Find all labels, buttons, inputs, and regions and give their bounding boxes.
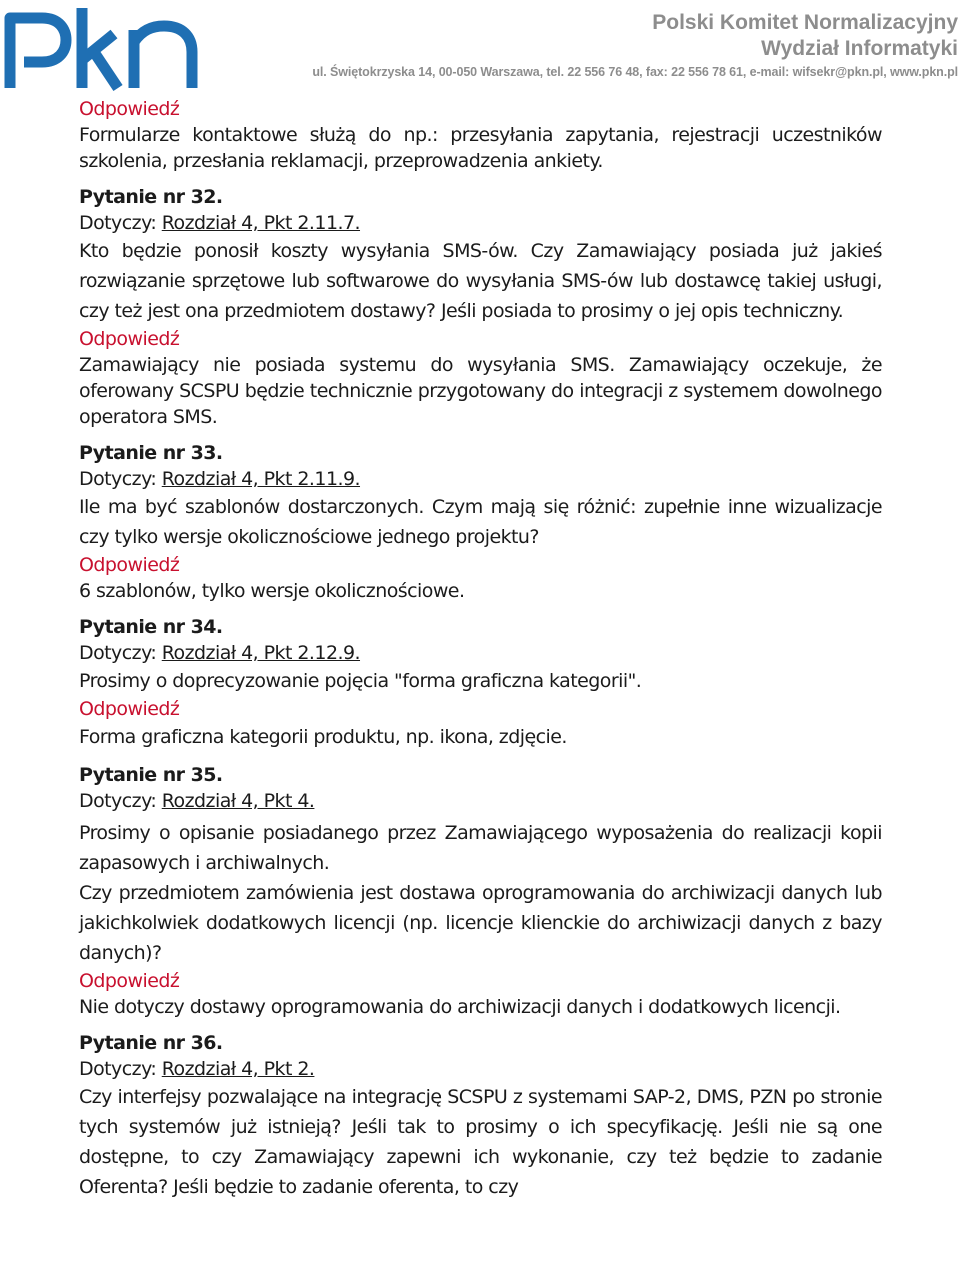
answer-label: Odpowiedź xyxy=(79,328,180,350)
reference-prefix: Dotyczy: xyxy=(79,790,162,812)
question-title: Pytanie nr 36. xyxy=(79,1032,223,1054)
reference-link: Rozdział 4, Pkt 2. xyxy=(161,1058,315,1080)
reference-link: Rozdział 4, Pkt 2.11.7. xyxy=(161,212,361,234)
answer-label: Odpowiedź xyxy=(79,698,180,720)
question-title: Pytanie nr 32. xyxy=(79,186,223,208)
reference-link: Rozdział 4, Pkt 2.11.9. xyxy=(161,468,361,490)
reference-link: Rozdział 4, Pkt 4. xyxy=(161,790,315,812)
organization-info xyxy=(312,10,958,82)
question-title: Pytanie nr 34. xyxy=(79,616,223,638)
contact-line: ul. Świętokrzyska 14, 00-050 Warszawa, tel. 22 556 76 48, fax: 22 556 78 61, e-mail: wifsekr@pkn.pl, www.pkn.pl xyxy=(312,65,958,79)
answer-label: Odpowiedź xyxy=(79,970,180,992)
reference-prefix: Dotyczy: xyxy=(79,1058,162,1080)
question-text: Czy interfejsy pozwalające na integrację SCSPU z systemami SAP-2, DMS, PZN po stronie tych systemów już istnieją? Jeśli tak to prosimy o ich specyfikację. Jeśli nie są one dostępne, to czy Zamawiający zapewni ich wykonanie, czy też będzie to zadanie Oferenta? Jeśli będzie to zadanie oferenta, to czy xyxy=(79,1086,882,1198)
letterhead xyxy=(0,0,960,92)
question-reference xyxy=(79,640,882,666)
question-title: Pytanie nr 33. xyxy=(79,442,223,464)
answer-text: Formularze kontaktowe służą do np.: przesyłania zapytania, rejestracji uczestników szkolenia, przesłania reklamacji, przeprowadzenia ankiety. xyxy=(79,124,882,172)
reference-prefix: Dotyczy: xyxy=(79,642,162,664)
answer-label: Odpowiedź xyxy=(79,554,180,576)
reference-prefix: Dotyczy: xyxy=(79,468,162,490)
reference-prefix: Dotyczy: xyxy=(79,212,162,234)
answer-text: Forma graficzna kategorii produktu, np. ikona, zdjęcie. xyxy=(79,726,567,748)
answer-text: Nie dotyczy dostawy oprogramowania do archiwizacji danych i dodatkowych licencji. xyxy=(79,996,841,1018)
question-reference xyxy=(79,1056,882,1082)
reference-link: Rozdział 4, Pkt 2.12.9. xyxy=(161,642,361,664)
question-text: Kto będzie ponosił koszty wysyłania SMS-ów. Czy Zamawiający posiada już jakieś rozwiązanie sprzętowe lub softwarowe do wysyłania SMS-ów lub dostawcę takiej usługi, czy też jest ona przedmiotem dostawy? Jeśli posiada to prosimy o jej opis techniczny. xyxy=(79,240,882,322)
answer-text: Zamawiający nie posiada systemu do wysyłania SMS. Zamawiający oczekuje, że oferowany SCSPU będzie technicznie przygotowany do integracji z systemem dowolnego operatora SMS. xyxy=(79,354,882,428)
question-text: Prosimy o doprecyzowanie pojęcia "forma graficzna kategorii". xyxy=(79,670,642,692)
document-body xyxy=(79,96,882,1202)
department-name: Wydział Informatyki xyxy=(761,37,958,60)
question-text: Ile ma być szablonów dostarczonych. Czym mają się różnić: zupełnie inne wizualizacje czy tylko wersje okolicznościowe jednego projektu? xyxy=(79,496,882,548)
answer-text: 6 szablonów, tylko wersje okolicznościowe. xyxy=(79,580,465,602)
question-title: Pytanie nr 35. xyxy=(79,764,223,786)
answer-label: Odpowiedź xyxy=(79,98,180,120)
org-name: Polski Komitet Normalizacyjny xyxy=(652,11,958,34)
pkn-logo xyxy=(2,8,202,92)
question-reference xyxy=(79,210,882,236)
question-reference xyxy=(79,788,882,814)
question-reference xyxy=(79,466,882,492)
question-text: Prosimy o opisanie posiadanego przez Zamawiającego wyposażenia do realizacji kopii zapasowych i archiwalnych. xyxy=(79,822,882,874)
question-text: Czy przedmiotem zamówienia jest dostawa oprogramowania do archiwizacji danych lub jakichkolwiek dodatkowych licencji (np. licencje klienckie do archiwizacji danych z bazy danych)? xyxy=(79,882,882,964)
